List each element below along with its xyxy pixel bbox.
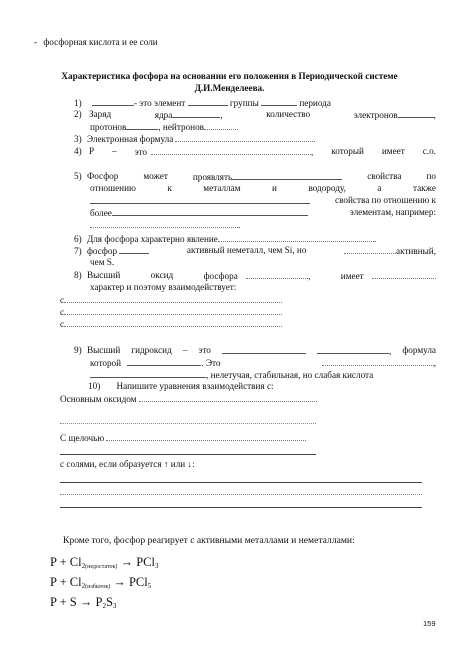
with-row-2: с [60, 306, 282, 318]
blank-element[interactable] [92, 97, 134, 106]
blank-oxide-eq-1[interactable] [139, 393, 317, 402]
item-5-line-4: более элементам, например: [90, 207, 436, 218]
title-line-1: Характеристика фосфора на основании его положения в Периодической системе [61, 71, 398, 81]
topic-text: фосфорная кислота и ее соли [43, 37, 158, 47]
item-5-line-1: 5) Фосфор может проявлять свойства по [74, 171, 436, 182]
item-1: 1) - это элемент группы периода [74, 98, 331, 108]
blank-this-is[interactable] [322, 357, 434, 366]
blank-period[interactable] [261, 97, 297, 106]
blank-protons[interactable] [126, 121, 158, 130]
item-7-line-2: чем S. [90, 257, 115, 267]
arrow-icon: → [79, 595, 93, 609]
blank-example[interactable] [90, 219, 238, 228]
item-5-line-3: свойства по отношению к [90, 195, 436, 206]
with-row-3: с [60, 318, 282, 330]
with-row-1: с [60, 294, 282, 306]
blank-salts-eq-2[interactable] [60, 494, 422, 495]
section-alkali: С щелочью [60, 432, 306, 444]
section-basic-oxide: Основным оксидом [60, 393, 317, 405]
item-2-line-2: протонов , нейтронов [90, 121, 238, 133]
bullet-dash: - [34, 37, 38, 47]
blank-alkali-eq-2[interactable] [60, 454, 316, 455]
equation-2: $P + Cl_{2(избыток)} \to PCl_5$ [50, 575, 152, 590]
item-6: 6) Для фосфора характерно явление . [74, 234, 377, 244]
item-8-line-1: 8) Высший оксид фосфора , имеет [74, 270, 436, 282]
blank-oxide-character[interactable] [372, 270, 436, 279]
item-4: 4) Р – это , который имеет с.о. [74, 146, 436, 157]
item-3: 3) Электронная формула [74, 133, 315, 145]
blank-properties-2[interactable] [90, 195, 310, 204]
blank-hydroxide-1[interactable] [222, 345, 306, 354]
blank-salts-eq-1[interactable] [60, 482, 422, 483]
blank-oxide-eq-2[interactable] [60, 423, 316, 424]
blank-formula[interactable] [127, 357, 201, 366]
blank-more-elements[interactable] [112, 207, 308, 216]
blank-with-1[interactable] [64, 294, 282, 303]
item-9-line-2: которой . Это , [90, 358, 436, 368]
equation-1: $P + Cl_{2(недостаток)} \to PCl_3$ [50, 555, 159, 570]
blank-group[interactable] [188, 97, 228, 106]
blank-nucleus-charge[interactable] [172, 109, 220, 118]
item-2-line-1: 2) Заряд ядра , количество электронов , [74, 109, 436, 120]
item-7-line-1: 7) фосфор активный неметалл, чем Si, но активный, [74, 245, 436, 256]
blank-salts-eq-3[interactable] [60, 507, 422, 508]
item-5-line-2: отношению к металлам и водороду, а также [90, 183, 436, 193]
blank-properties-1[interactable] [232, 171, 342, 180]
arrow-icon: → [113, 575, 126, 589]
blank-p-is[interactable] [151, 146, 311, 155]
item-8-line-2: характер и поэтому взаимодействует: [90, 282, 237, 292]
blank-acid-type[interactable] [90, 369, 206, 378]
equation-3: $P + S \to P_2S_3$ [50, 595, 117, 610]
reactions-intro: Кроме того, фосфор реагирует с активными металлами и неметаллами: [63, 535, 355, 546]
blank-hydroxide-2[interactable] [317, 345, 389, 354]
topic-line [34, 37, 158, 48]
blank-electrons[interactable] [398, 109, 434, 118]
blank-alkali-eq-1[interactable] [106, 432, 306, 441]
item-10: 10) Напишите уравнения взаимодействия с: [88, 381, 274, 391]
blank-higher-oxide[interactable] [246, 270, 308, 279]
item-9-line-1: 9) Высший гидроксид – это , формула [74, 345, 436, 356]
item-5-line-5: . [90, 219, 240, 231]
blank-neutrons[interactable] [204, 121, 238, 130]
title-line-2: Д.И.Менделеева. [194, 83, 265, 93]
section-salts: с солями, если образуется ↑ или ↓: [60, 459, 195, 469]
arrow-icon: → [120, 555, 134, 569]
blank-electron-formula[interactable] [175, 133, 315, 142]
item-9-line-3: , нелетучая, стабильная, но слабая кислота [90, 369, 373, 381]
blank-with-2[interactable] [64, 306, 282, 315]
page-number: 159 [423, 619, 436, 628]
blank-phenomenon[interactable] [218, 233, 374, 242]
blank-more-less-2[interactable] [344, 245, 396, 254]
blank-more-less-1[interactable] [119, 245, 149, 254]
blank-with-3[interactable] [64, 318, 282, 327]
